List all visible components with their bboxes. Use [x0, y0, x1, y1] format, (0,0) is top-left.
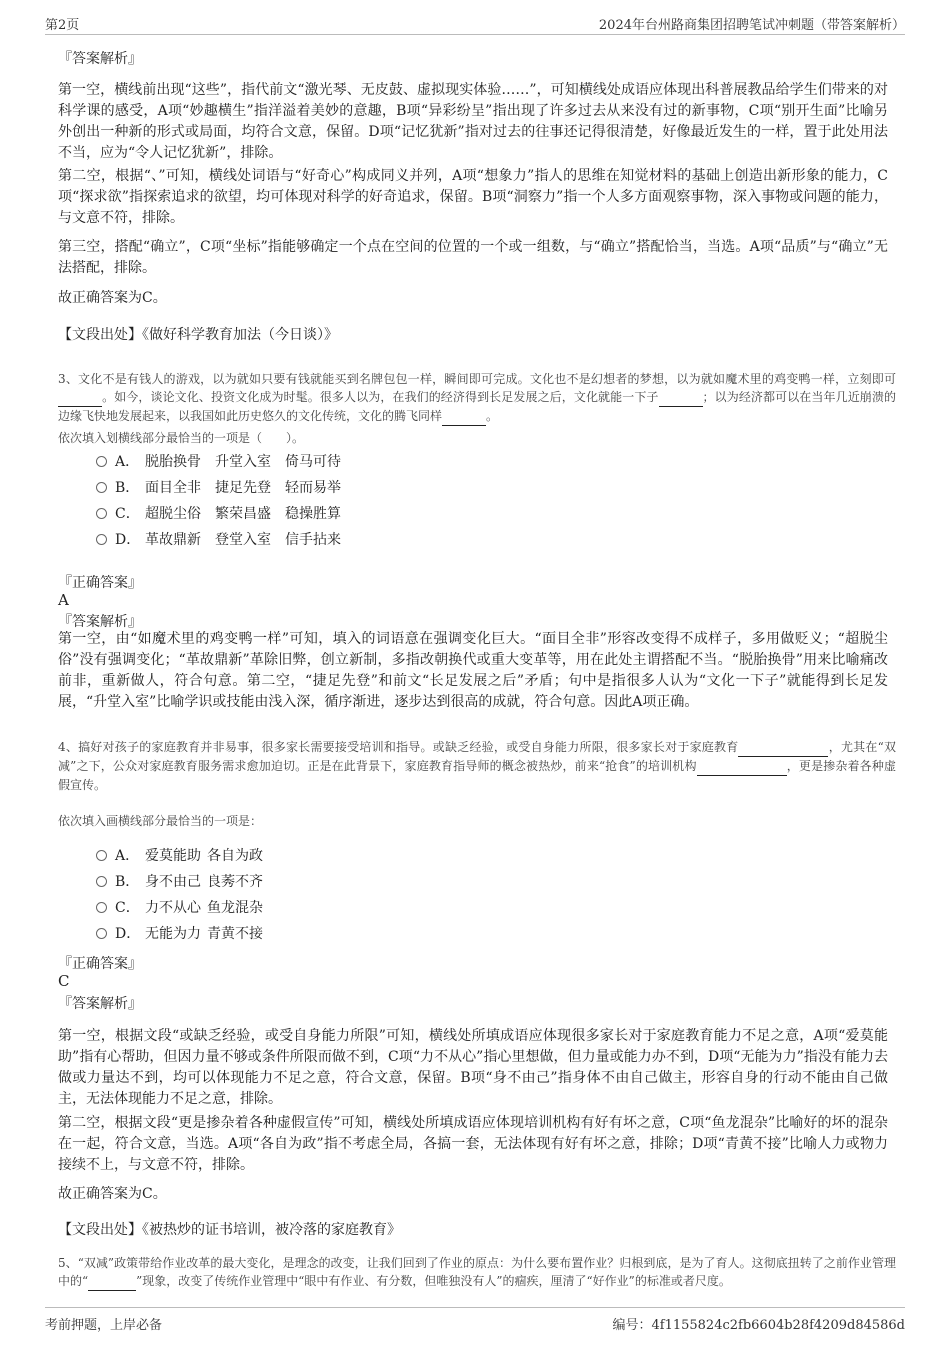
fill-blank: [88, 1272, 136, 1291]
question-4-stem: 4、搞好对孩子的家庭教育并非易事，很多家长需要接受培训和指导。或缺乏经验，或受自身能力所限，很多家长对于家庭教育 ，尤其在“双减”之下，公众对家庭教育服务需求愈加迫切。正是在此背景下，家庭教育指导师的概念被热炒，前来“抢食”的培训机构 ，更是掺杂着各种虚假宣传。: [58, 740, 896, 792]
option-d[interactable]: D． 革故鼎新 登堂入室 信手拈来: [96, 530, 355, 550]
page-number: 第2页: [45, 18, 80, 33]
analysis-paragraph: 第二空，根据文段“更是掺杂着各种虚假宣传”可知，横线处所填成语应体现培训机构有好有坏之意，C项“鱼龙混杂”比喻好的坏的混杂在一起，符合文意，当选。A项“各自为政”指不考虑全局，各搞一套，无法体现有好有坏之意，排除；D项“青黄不接”比喻人力或物力接续不上，与文意不符，排除。: [58, 1115, 888, 1173]
radio-icon[interactable]: [96, 508, 107, 519]
question-5-stem: 5、“双减”政策带给作业改革的最大变化，是理念的改变，让我们回到了作业的原点：为什么要布置作业？归根到底，是为了育人。这彻底扭转了之前作业管理中的“ ”现象，改变了传统作业管理中“眼中有作业、有分数，但唯独没有人”的痼疾，厘清了“好作业”的标准或者尺度。: [58, 1254, 896, 1291]
radio-icon[interactable]: [96, 482, 107, 493]
source-citation: 【文段出处】《被热炒的证书培训，被冷落的家庭教育》: [58, 1222, 401, 1238]
question-4-prompt: 依次填入画横线部分最恰当的一项是：: [58, 814, 263, 828]
analysis-label: 『答案解析』: [58, 51, 142, 67]
footer-slogan: 考前押题，上岸必备: [45, 1318, 163, 1333]
correct-answer: C: [58, 972, 70, 990]
radio-icon[interactable]: [96, 850, 107, 861]
fill-blank: [58, 388, 102, 407]
analysis-label: 『答案解析』: [58, 614, 142, 630]
source-citation: 【文段出处】《做好科学教育加法（今日谈）》: [58, 327, 338, 343]
document-id: 编号：4f1155824c2fb6604b28f4209d84586d: [612, 1318, 905, 1333]
radio-icon[interactable]: [96, 928, 107, 939]
correct-answer: A: [58, 591, 69, 609]
analysis-label: 『答案解析』: [58, 996, 142, 1012]
question-3-prompt: 依次填入划横线部分最恰当的一项是（ ）。: [58, 431, 305, 445]
analysis-paragraph: 第一空，根据文段“或缺乏经验，或受自身能力所限”可知，横线处所填成语应体现很多家长对于家庭教育能力不足之意，A项“爱莫能助”指有心帮助，但因力量不够或条件所限而做不到，C项“力不从心”指心里想做，但力量或能力办不到，D项“无能为力”指没有能力去做或力量达不到，均可以体现能力不足之意，符合文意，保留。B项“身不由己”指身体不由自己做主，形容自身的行动不能由自己做主，无法体现能力不足之意，排除。: [58, 1028, 888, 1107]
option-a[interactable]: A． 爱莫能助 各自为政: [96, 846, 277, 866]
option-d[interactable]: D． 无能为力 青黄不接: [96, 924, 277, 944]
analysis-paragraph: 第一空，由“如魔术里的鸡变鸭一样”可知，填入的词语意在强调变化巨大。“面目全非”形容改变得不成样子，多用做贬义；“超脱尘俗”没有强调变化；“革故鼎新”革除旧弊，创立新制，多指改朝换代或重大变革等，用在此处主谓搭配不当。“脱胎换骨”用来比喻痛改前非，重新做人，符合句意。第二空，“捷足先登”和前文“长足发展之后”矛盾；句中是指很多人认为“文化一下子”就能得到长足发展，“升堂入室”比喻学识或技能由浅入深，循序渐进，逐步达到很高的成就，符合句意。因此A项正确。: [58, 631, 888, 710]
option-a[interactable]: A． 脱胎换骨 升堂入室 倚马可待: [96, 452, 355, 472]
analysis-paragraph: 第三空，搭配“确立”，C项“坐标”指能够确定一个点在空间的位置的一个或一组数，与“确立”搭配恰当，当选。A项“品质”与“确立”无法搭配，排除。: [58, 239, 888, 276]
conclusion: 故正确答案为C。: [58, 290, 167, 306]
question-3-stem: 3、文化不是有钱人的游戏，以为就如只要有钱就能买到名牌包包一样，瞬间即可完成。文化也不是幻想者的梦想，以为就如魔术里的鸡变鸭一样，立刻即可 。如今，谈论文化、投资文化成为时髦。很多人以为，在我们的经济得到长足发展之后，文化就能一下子 ；以为经济都可以在当年几近崩溃的边缘飞快地发展起来，以我国如此历史悠久的文化传统，文化的腾飞同样 。: [58, 370, 896, 426]
page-header: [45, 14, 905, 35]
radio-icon[interactable]: [96, 534, 107, 545]
radio-icon[interactable]: [96, 876, 107, 887]
option-b[interactable]: B． 身不由己 良莠不齐: [96, 872, 277, 892]
answer-label: 『正确答案』: [58, 575, 142, 591]
page-footer: [45, 1307, 905, 1335]
document-title: 2024年台州路商集团招聘笔试冲刺题（带答案解析）: [598, 18, 905, 33]
conclusion: 故正确答案为C。: [58, 1186, 167, 1202]
option-c[interactable]: C． 力不从心 鱼龙混杂: [96, 898, 277, 918]
radio-icon[interactable]: [96, 456, 107, 467]
fill-blank: [442, 407, 486, 426]
fill-blank: [738, 738, 828, 757]
option-b[interactable]: B． 面目全非 捷足先登 轻而易举: [96, 478, 355, 498]
option-c[interactable]: C． 超脱尘俗 繁荣昌盛 稳操胜算: [96, 504, 355, 524]
fill-blank: [659, 388, 703, 407]
fill-blank: [697, 757, 787, 776]
answer-label: 『正确答案』: [58, 956, 142, 972]
analysis-paragraph: 第一空，横线前出现“这些”，指代前文“激光琴、无皮鼓、虚拟现实体验……”，可知横线处成语应体现出科普展教品给学生们带来的对科学课的感受，A项“妙趣横生”指洋溢着美妙的意趣，B项“异彩纷呈”指出现了许多过去从来没有过的新事物，C项“别开生面”比喻另外创出一种新的形式或局面，均符合文意，保留。D项“记忆犹新”指对过去的往事还记得很清楚，好像最近发生的一样，置于此处用法不当，应为“令人记忆犹新”，排除。: [58, 82, 888, 161]
analysis-paragraph: 第二空，根据“、”可知，横线处词语与“好奇心”构成同义并列，A项“想象力”指人的思维在知觉材料的基础上创造出新形象的能力，C项“探求欲”指探索追求的欲望，均可体现对科学的好奇追求，保留。B项“洞察力”指一个人多方面观察事物，深入事物或问题的能力，与文意不符，排除。: [58, 168, 888, 226]
radio-icon[interactable]: [96, 902, 107, 913]
